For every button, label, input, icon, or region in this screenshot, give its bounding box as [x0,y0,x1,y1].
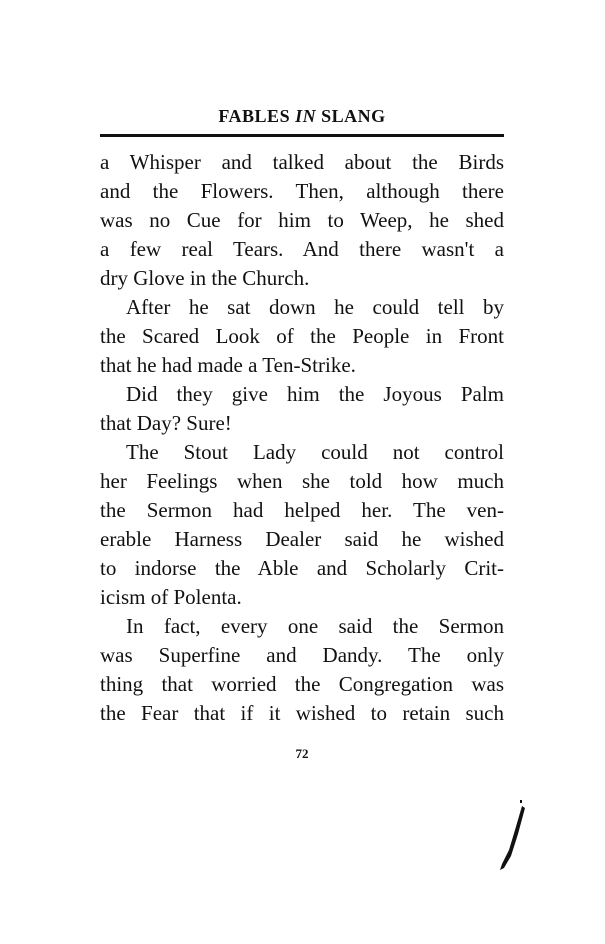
ink-mark [492,798,532,878]
text-line: thing that worried the Congregation was [100,672,504,696]
text-line: that he had made a Ten-Strike. [100,353,356,377]
text-line: and the Flowers. Then, although there [100,179,504,203]
header-rule [100,134,504,137]
text-line: her Feelings when she told how much [100,469,504,493]
text-line: the Fear that if it wished to retain such [100,701,504,725]
text-line: icism of Polenta. [100,585,242,609]
text-line: a few real Tears. And there wasn't a [100,237,504,261]
text-line: erable Harness Dealer said he wished [100,527,504,551]
running-head-text: FABLES [218,106,296,126]
text-line: The Stout Lady could not control [126,440,504,464]
text-line: that Day? Sure! [100,411,232,435]
text-line: In fact, every one said the Sermon [126,614,504,638]
running-head-italic: IN [295,106,317,126]
text-line: After he sat down he could tell by [126,295,504,319]
text-line: was no Cue for him to Weep, he shed [100,208,504,232]
running-head [100,104,504,128]
text-line: a Whisper and talked about the Birds [100,150,504,174]
text-line: dry Glove in the Church. [100,266,310,290]
body-text [100,148,504,728]
text-line: the Sermon had helped her. The ven- [100,498,504,522]
text-line: the Scared Look of the People in Front [100,324,504,348]
page-number: 72 [295,746,309,761]
text-line: to indorse the Able and Scholarly Crit- [100,556,504,580]
text-line: was Superfine and Dandy. The only [100,643,504,667]
running-head-text-end: SLANG [316,106,386,126]
text-line: Did they give him the Joyous Palm [126,382,504,406]
